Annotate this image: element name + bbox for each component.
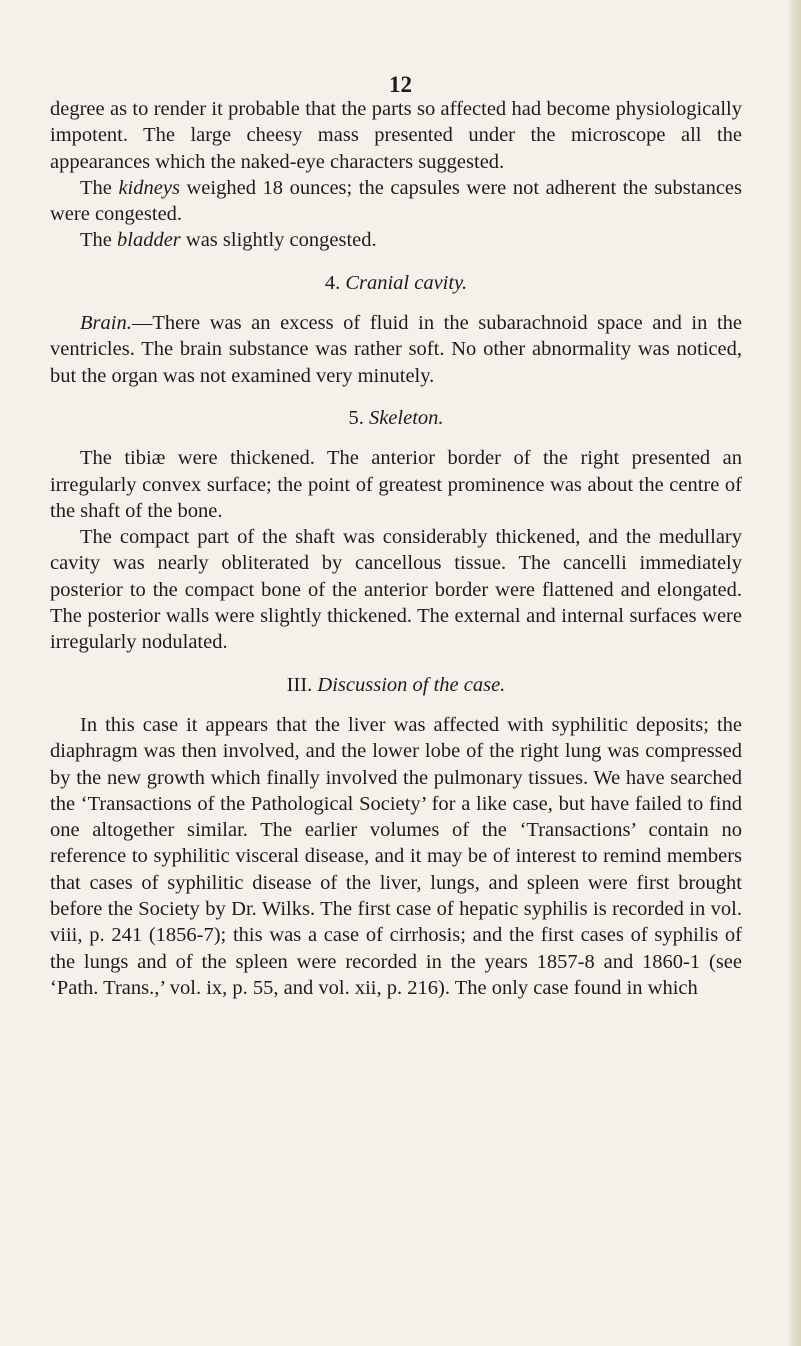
section-title: Cranial cavity.: [345, 271, 468, 294]
section-number: III.: [286, 673, 313, 696]
page-number: 12: [389, 72, 412, 97]
paragraph-tibiae: The tibiæ were thickened. The anterior border of the right presented an irregularly convex surface; the point of greatest prominence was about the centre of the shaft of the bone.: [50, 447, 742, 522]
paragraph-kidneys: [50, 175, 742, 228]
paragraph-bladder: [50, 227, 742, 253]
brain-term: Brain.: [80, 312, 132, 335]
section-number: 5.: [348, 406, 364, 429]
section-title: Discussion of the case.: [317, 673, 506, 696]
kidneys-term: kidneys: [118, 176, 180, 199]
section-heading-skeleton: [50, 405, 742, 431]
section-heading-discussion: [50, 672, 742, 698]
brain-text: —There was an excess of fluid in the subarachnoid space and in the ventricles. The brain substance was rather soft. No other abnormality was noticed, but the organ was not examined very minutely.: [50, 312, 742, 387]
section-title: Skeleton.: [368, 406, 444, 429]
kidneys-text: weighed 18 ounces; the capsules were not adherent the substances were congested.: [50, 176, 743, 226]
kidneys-lead: The: [80, 176, 119, 199]
section-heading-cranial: [50, 270, 742, 296]
page-body: [50, 96, 742, 1001]
paragraph-continuation: degree as to render it probable that the parts so affected had become physiologically impotent. The large cheesy mass presented under the microscope all the appearances which the naked-eye characters suggested.: [50, 98, 742, 173]
bladder-term: bladder: [117, 229, 181, 252]
bladder-text: was slightly congested.: [180, 229, 377, 252]
section-number: 4.: [324, 271, 341, 294]
bladder-lead: The: [80, 229, 117, 252]
paragraph-brain: [50, 310, 742, 389]
paragraph-compact-part: The compact part of the shaft was considerably thickened, and the medullary cavity was nearly obliterated by cancellous tissue. The cancelli immediately posterior to the compact bone of the anterior border were flattened and elongated. The posterior walls were slightly thickened. The external and internal surfaces were irregularly nodulated.: [50, 526, 742, 654]
page-edge-shadow: [787, 0, 801, 1346]
paragraph-discussion: In this case it appears that the liver was affected with syphilitic deposits; the diaphragm was then involved, and the lower lobe of the right lung was compressed by the new growth which finally involved the pulmonary tissues. We have searched the ‘Transactions of the Pathological Society’ for a like case, but have failed to find one altogether similar. The earlier volumes of the ‘Transactions’ contain no reference to syphilitic visceral disease, and it may be of interest to remind members that cases of syphilitic disease of the liver, lungs, and spleen were first brought before the Society by Dr. Wilks. The first case of hepatic syphilis is recorded in vol. viii, p. 241 (1856-7); this was a case of cirrhosis; and the first cases of syphilis of the lungs and of the spleen were recorded in the years 1857-8 and 1860-1 (see ‘Path. Trans.,’ vol. ix, p. 55, and vol. xii, p. 216). The only case found in which: [50, 713, 742, 999]
